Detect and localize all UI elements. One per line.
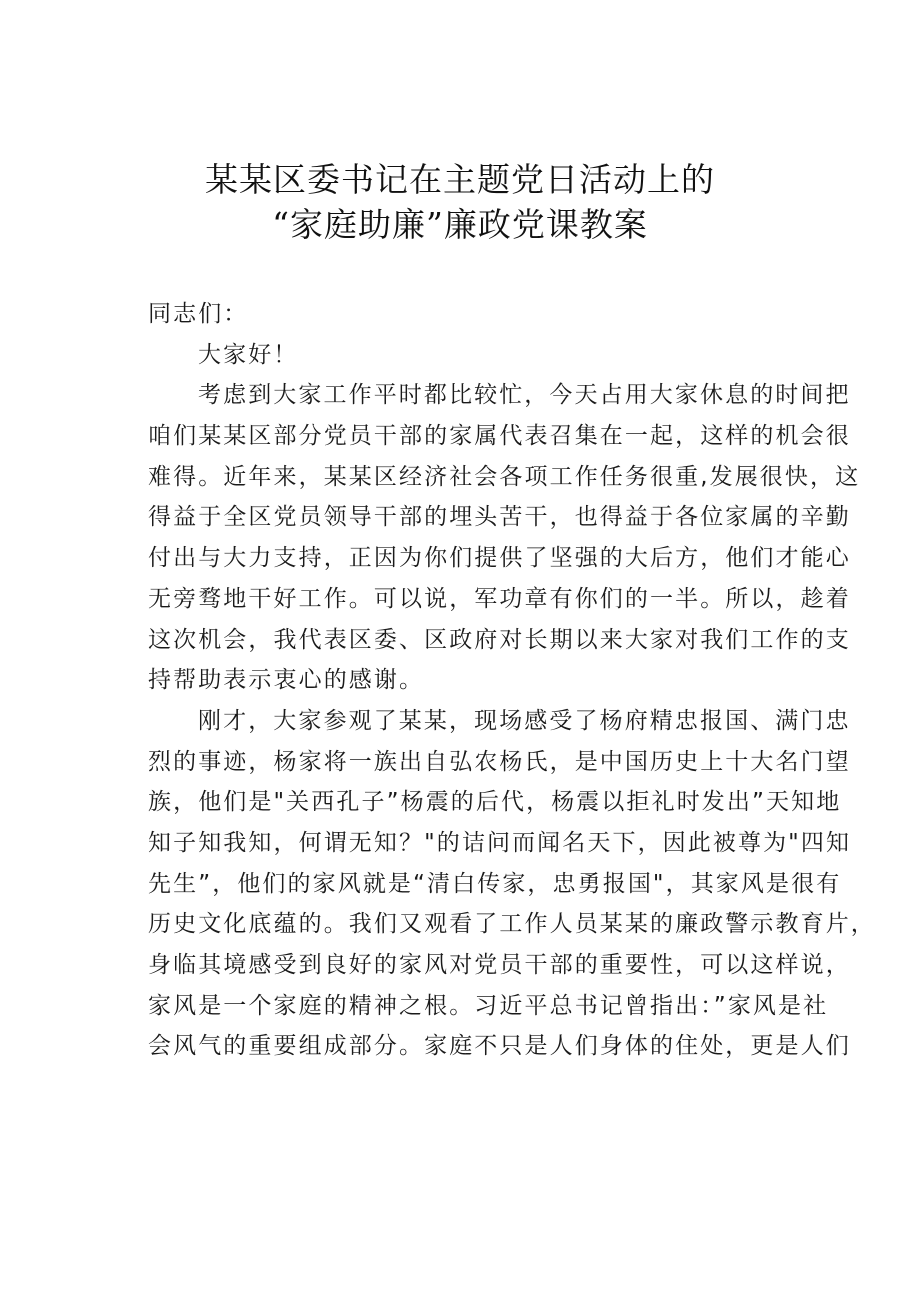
paragraph-line: 烈的事迹，杨家将一族出自弘农杨氏，是中国历史上十大名门望 [148, 748, 851, 775]
paragraph-line: 先生”，他们的家风就是“清白传家，忠勇报国"，其家风是很有 [148, 870, 842, 897]
salutation: 同志们： [148, 301, 249, 327]
title-line-2: “家庭助廉”廉政党课教案 [272, 205, 648, 244]
paragraph-2 [148, 701, 876, 1067]
paragraph-line: 身临其境感受到良好的家风对党员干部的重要性，可以这样说， [148, 952, 851, 978]
paragraph-line: 得益于全区党员领导干部的埋头苦干，也得益于各位家属的辛勤 [148, 504, 851, 531]
paragraph-line: 这次机会，我代表区委、区政府对长期以来大家对我们工作的支 [148, 626, 851, 653]
paragraph-line: 历史文化底蕴的。我们又观看了工作人员某某的廉政警示教育片， [148, 911, 876, 938]
greeting: 大家好！ [198, 341, 299, 368]
title-line-1: 某某区委书记在主题党日活动上的 [205, 160, 715, 199]
paragraph-line: 持帮助表示衷心的感谢。 [148, 667, 425, 694]
paragraph-line: 家风是一个家庭的精神之根。习近平总书记曾指出：”家风是社 [148, 992, 829, 1019]
paragraph-line: 难得。近年来，某某区经济社会各项工作任务很重,发展很快，这 [148, 463, 861, 490]
paragraph-line: 会风气的重要组成部分。家庭不只是人们身体的住处，更是人们 [148, 1033, 851, 1060]
paragraph-line: 族，他们是"关西孔子”杨震的后代，杨震以拒礼时发出”天知地 [148, 789, 842, 816]
paragraph-line: 付出与大力支持，正因为你们提供了坚强的大后方，他们才能心 [148, 545, 851, 572]
paragraph-line: 考虑到大家工作平时都比较忙，今天占用大家休息的时间把 [198, 382, 851, 409]
paragraph-line: 知子知我知，何谓无知？"的诘问而闻名天下，因此被尊为"四知 [148, 829, 852, 856]
document-body [148, 294, 876, 1067]
paragraph-line: 刚才，大家参观了某某，现场感受了杨府精忠报国、满门忠 [198, 707, 851, 734]
paragraph-line: 咱们某某区部分党员干部的家属代表召集在一起，这样的机会很 [148, 423, 851, 450]
document-title [0, 157, 920, 247]
paragraph-line: 无旁骛地干好工作。可以说，军功章有你们的一半。所以，趁着 [148, 585, 851, 612]
paragraph-1 [148, 375, 861, 701]
